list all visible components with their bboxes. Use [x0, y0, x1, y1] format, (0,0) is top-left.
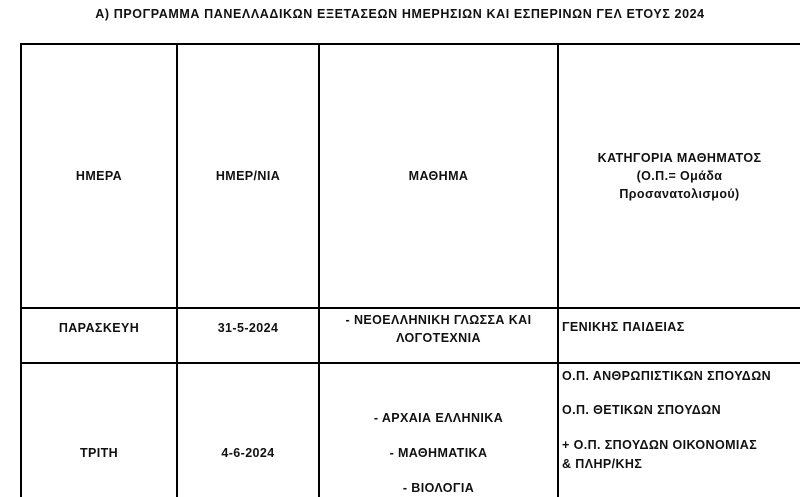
row-1-category-value: ΓΕΝΙΚΗΣ ΠΑΙΔΕΙΑΣ — [562, 320, 685, 334]
row-1-date-value: 31-5-2024 — [217, 321, 279, 335]
header-date-label: ΗΜΕΡ/ΝΙΑ — [215, 169, 281, 183]
header-category-line-2: (Ο.Π.= Ομάδα — [636, 169, 723, 183]
row-2-category-3 — [562, 436, 798, 454]
header-day-label: ΗΜΕΡΑ — [75, 169, 123, 183]
header-row-border — [20, 307, 800, 309]
row-2-day — [22, 444, 176, 462]
row-2-category-4 — [562, 455, 798, 473]
row-2-category-3-value: + Ο.Π. ΣΠΟΥΔΩΝ ΟΙΚΟΝΟΜΙΑΣ — [562, 438, 758, 452]
row-1-day — [22, 319, 176, 337]
header-category-line-3: Προσανατολισμού) — [619, 187, 740, 201]
row-2-category-2 — [562, 401, 798, 419]
row-2-day-value: ΤΡΙΤΗ — [79, 446, 119, 460]
row-2-subject-1-value: - ΑΡΧΑΙΑ ΕΛΛΗΝΙΚΑ — [373, 411, 504, 425]
row-1-border — [20, 362, 800, 364]
row-2-category-1 — [562, 367, 798, 385]
header-date — [178, 45, 318, 307]
row-2-subject-3 — [320, 479, 557, 497]
row-2-category-1-value: Ο.Π. ΑΝΘΡΩΠΙΣΤΙΚΩΝ ΣΠΟΥΔΩΝ — [562, 369, 772, 383]
row-2-subject-1 — [320, 409, 557, 427]
row-1-date — [178, 319, 318, 337]
row-2-subject-3-value: - ΒΙΟΛΟΓΙΑ — [402, 481, 475, 495]
header-category-line-1: ΚΑΤΗΓΟΡΙΑ ΜΑΘΗΜΑΤΟΣ — [597, 151, 762, 165]
row-2-subject-2 — [320, 444, 557, 462]
header-subject — [320, 45, 557, 307]
header-subject-label: ΜΑΘΗΜΑ — [408, 169, 469, 183]
header-category — [559, 45, 800, 307]
document-title: Α) ΠΡΟΓΡΑΜΜΑ ΠΑΝΕΛΛΑΔΙΚΩΝ ΕΞΕΤΑΣΕΩΝ ΗΜΕΡΗΣΙΩΝ ΚΑΙ ΕΣΠΕΡΙΝΩΝ ΓΕΛ ΕΤΟΥΣ 2024 — [95, 7, 705, 21]
row-1-subject — [320, 311, 557, 347]
row-1-subject-line-1: - ΝΕΟΕΛΛΗΝΙΚΗ ΓΛΩΣΣΑ ΚΑΙ — [345, 313, 532, 327]
row-2-date — [178, 444, 318, 462]
header-day — [22, 45, 176, 307]
row-1-subject-line-2: ΛΟΓΟΤΕΧΝΙΑ — [396, 331, 481, 345]
row-2-date-value: 4-6-2024 — [221, 446, 275, 460]
row-1-category — [562, 318, 798, 336]
row-2-category-2-value: Ο.Π. ΘΕΤΙΚΩΝ ΣΠΟΥΔΩΝ — [562, 403, 722, 417]
row-2-subject-2-value: - ΜΑΘΗΜΑΤΙΚΑ — [389, 446, 488, 460]
row-1-day-value: ΠΑΡΑΣΚΕΥΗ — [58, 321, 140, 335]
row-2-category-4-value: & ΠΛΗΡ/ΚΗΣ — [562, 457, 643, 471]
